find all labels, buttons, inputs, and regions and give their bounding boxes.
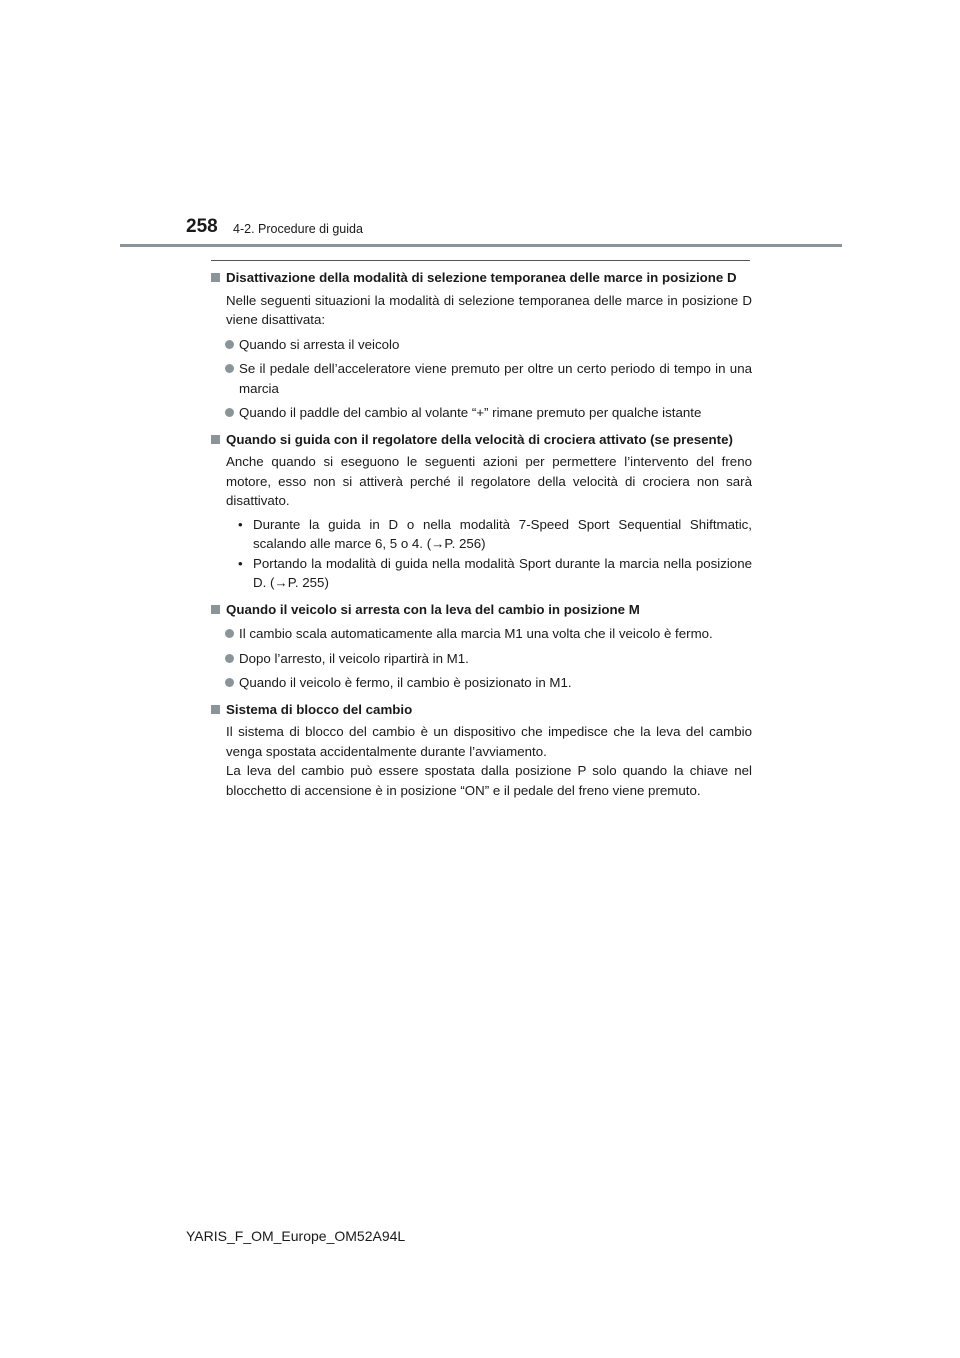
- circle-bullet-icon: [225, 629, 234, 638]
- page-number: 258: [186, 216, 218, 237]
- square-bullet-icon: [211, 605, 220, 614]
- sub-bullet-marker: •: [238, 516, 243, 532]
- circle-bullet-icon: [225, 340, 234, 349]
- sub-list-item: • Portando la modalità di guida nella modalità Sport durante la marcia nella posizione D. (→P. 255): [238, 555, 752, 590]
- content: [211, 266, 752, 800]
- section-heading: Disattivazione della modalità di selezione temporanea delle marce in posizione D: [211, 268, 752, 288]
- section-heading: Quando il veicolo si arresta con la leva del cambio in posizione M: [211, 600, 752, 620]
- sub-bullet-marker: •: [238, 555, 243, 571]
- list-item: Se il pedale dell’acceleratore viene premuto per oltre un certo periodo di tempo in una marcia: [211, 359, 752, 398]
- circle-bullet-icon: [225, 408, 234, 417]
- section-heading: Sistema di blocco del cambio: [211, 700, 752, 720]
- section-heading: Quando si guida con il regolatore della velocità di crociera attivato (se presente): [211, 430, 752, 450]
- square-bullet-icon: [211, 705, 220, 714]
- paragraph: Anche quando si eseguono le seguenti azioni per permettere l’intervento del freno motore, esso non si attiverà perché il regolatore della velocità di crociera non sarà disattivato.: [226, 454, 752, 508]
- content-top-rule: [211, 260, 750, 261]
- list-item: Dopo l’arresto, il veicolo ripartirà in M1.: [211, 649, 752, 669]
- paragraph: Il sistema di blocco del cambio è un dispositivo che impedisce che la leva del cambio venga spostata accidentalmente durante l’avviamento.: [226, 724, 752, 759]
- section-title: 4-2. Procedure di guida: [233, 222, 363, 236]
- square-bullet-icon: [211, 273, 220, 282]
- circle-bullet-icon: [225, 654, 234, 663]
- square-bullet-icon: [211, 435, 220, 444]
- paragraph: Nelle seguenti situazioni la modalità di selezione temporanea delle marce in posizione D viene disattivata:: [226, 292, 752, 327]
- circle-bullet-icon: [225, 678, 234, 687]
- list-item: Quando si arresta il veicolo: [211, 335, 752, 355]
- header-rule: [120, 244, 842, 247]
- footer-doc-id: YARIS_F_OM_Europe_OM52A94L: [186, 1228, 406, 1244]
- list-item: Il cambio scala automaticamente alla marcia M1 una volta che il veicolo è fermo.: [211, 624, 752, 644]
- paragraph: La leva del cambio può essere spostata dalla posizione P solo quando la chiave nel blocchetto di accensione è in posizione “ON” e il pedale del freno viene premuto.: [226, 763, 752, 798]
- list-item: Quando il veicolo è fermo, il cambio è posizionato in M1.: [211, 673, 752, 693]
- circle-bullet-icon: [225, 364, 234, 373]
- list-item: Quando il paddle del cambio al volante “+” rimane premuto per qualche istante: [211, 403, 752, 423]
- sub-list-item: • Durante la guida in D o nella modalità 7-Speed Sport Sequential Shiftmatic, scalando alle marce 6, 5 o 4. (→P. 256): [238, 516, 752, 551]
